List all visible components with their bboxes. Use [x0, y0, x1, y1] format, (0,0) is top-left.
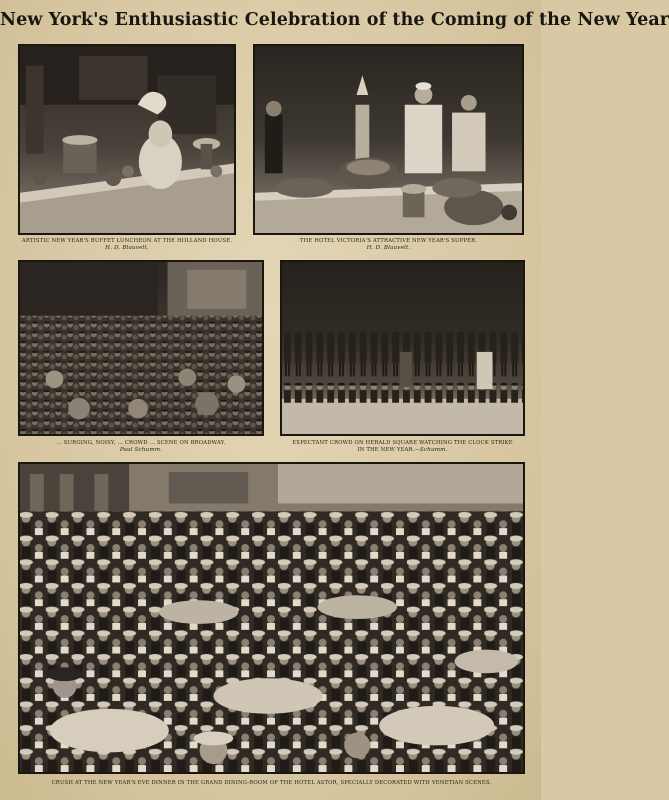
photo-broadway [18, 260, 264, 436]
caption-broadway-text: ... SURGING, NOISY, ... CROWD ... SCENE ON BROADWAY. [56, 440, 226, 446]
caption-hotel-victoria [253, 238, 524, 252]
photo-hotel-astor-image [20, 464, 523, 772]
credit-broadway: Paul Schumm. [119, 447, 163, 453]
caption-holland-house [18, 238, 236, 252]
caption-broadway [18, 440, 264, 454]
caption-hotel-astor-text: CRUSH AT THE NEW YEAR'S EVE DINNER IN THE GRAND DINING-ROOM OF THE HOTEL ASTOR, SPECIALLY DECORATED WITH VENETIAN SCENES. [51, 780, 492, 786]
photo-hotel-victoria [253, 44, 524, 235]
photo-holland-house-image [20, 46, 234, 233]
photo-broadway-image [20, 262, 262, 434]
caption-herald-square: EXPECTANT CROWD ON HERALD SQUARE WATCHING THE CLOCK STRIKE IN THE NEW YEAR.—Schumm. [280, 440, 525, 454]
caption-herald-square-text: EXPECTANT CROWD ON HERALD SQUARE WATCHING THE CLOCK STRIKE [292, 440, 513, 446]
credit-hotel-victoria: H. D. Blauvelt. [366, 245, 411, 251]
caption-hotel-victoria-text: THE HOTEL VICTORIA'S ATTRACTIVE NEW YEAR'S SUPPER. [299, 238, 478, 244]
credit-herald-square: Schumm. [419, 447, 448, 453]
caption-hotel-astor [18, 780, 525, 787]
photo-herald-square [280, 260, 525, 436]
caption-herald-square-text-2: IN THE NEW YEAR. [357, 447, 415, 453]
caption-holland-house-text: ARTISTIC NEW YEAR'S BUFFET LUNCHEON AT THE HOLLAND HOUSE. [21, 238, 233, 244]
page-headline: New York's Enthusiastic Celebration of the Coming of the New Year [0, 10, 669, 30]
photo-holland-house [18, 44, 236, 235]
credit-holland-house: H. D. Blauvelt. [105, 245, 149, 251]
photo-hotel-victoria-image [255, 46, 522, 233]
photo-herald-square-image [282, 262, 523, 434]
photo-hotel-astor [18, 462, 525, 774]
